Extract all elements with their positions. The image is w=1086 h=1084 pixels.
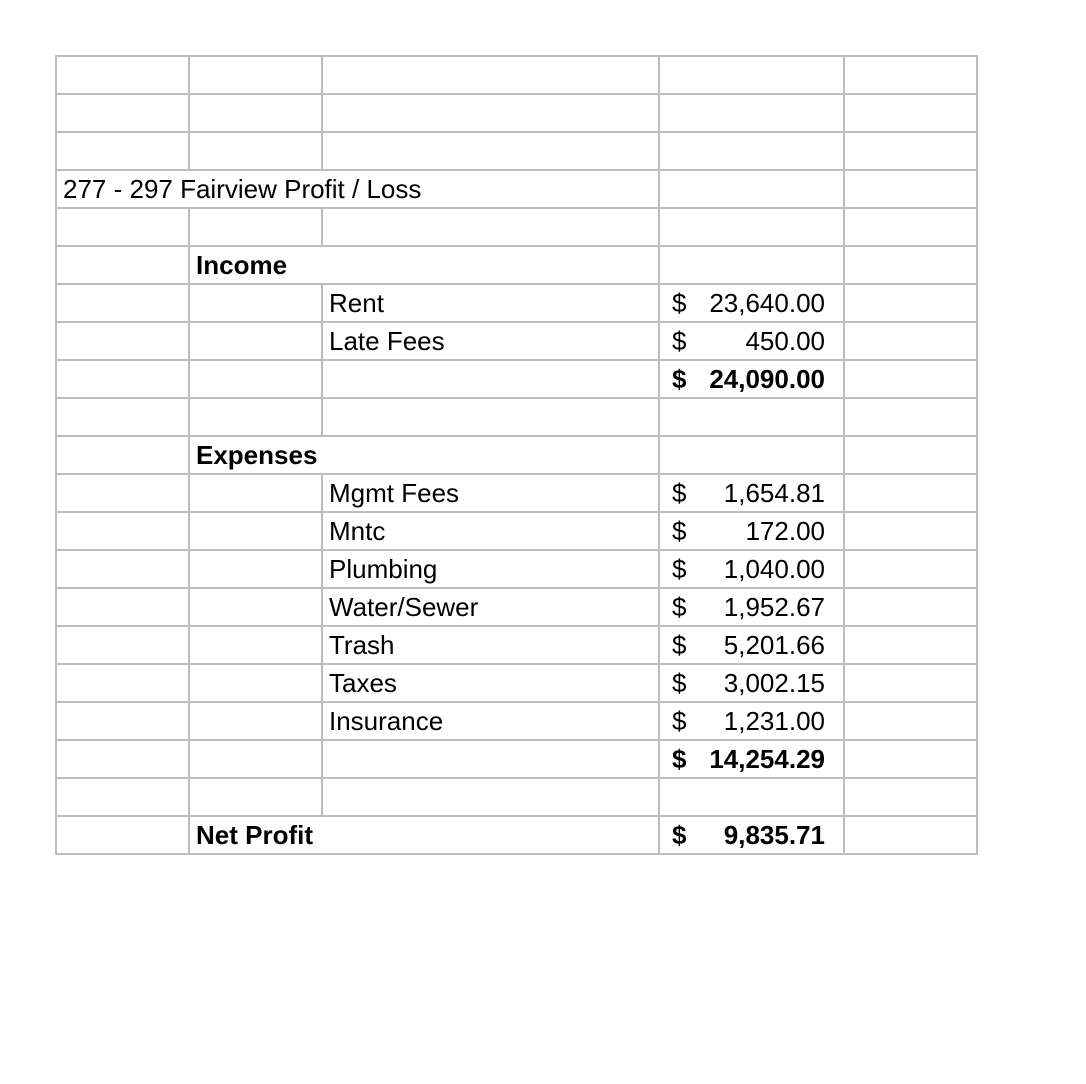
cell[interactable]: [844, 512, 977, 550]
expense-item-row: [56, 550, 977, 588]
expenses-total-row: [56, 740, 977, 778]
income-item-name[interactable]: Rent: [322, 284, 659, 322]
cell[interactable]: [322, 208, 659, 246]
currency-symbol: $: [672, 592, 687, 622]
cell[interactable]: [844, 740, 977, 778]
expense-item-row: [56, 588, 977, 626]
profit-loss-sheet: [55, 55, 978, 855]
currency-symbol: $: [672, 744, 687, 774]
cell[interactable]: [844, 94, 977, 132]
income-total-cell[interactable]: [659, 360, 844, 398]
expense-item-row: [56, 512, 977, 550]
net-profit-amount: 9,835.71: [723, 820, 825, 850]
cell[interactable]: [844, 436, 977, 474]
cell[interactable]: [844, 322, 977, 360]
cell[interactable]: [56, 246, 189, 284]
cell[interactable]: [56, 626, 189, 664]
expense-item-row: [56, 664, 977, 702]
empty-row: [56, 208, 977, 246]
expense-item-amount-cell[interactable]: [659, 626, 844, 664]
cell[interactable]: [844, 360, 977, 398]
cell[interactable]: [56, 56, 189, 94]
cell[interactable]: [189, 550, 322, 588]
cell[interactable]: [189, 132, 322, 170]
cell[interactable]: [56, 702, 189, 740]
cell[interactable]: [844, 778, 977, 816]
expense-rows: [56, 474, 977, 740]
expense-item-row: [56, 702, 977, 740]
cell[interactable]: [189, 360, 322, 398]
cell[interactable]: [322, 360, 659, 398]
cell[interactable]: [659, 132, 844, 170]
currency-symbol: $: [672, 820, 687, 850]
net-profit-cell[interactable]: [659, 816, 844, 854]
expense-item-amount: 1,040.00: [723, 554, 825, 584]
expense-item-row: [56, 626, 977, 664]
cell[interactable]: [189, 702, 322, 740]
cell[interactable]: [659, 208, 844, 246]
expense-item-name[interactable]: Water/Sewer: [322, 588, 659, 626]
expense-item-amount-cell[interactable]: [659, 664, 844, 702]
cell[interactable]: [189, 740, 322, 778]
cell[interactable]: [189, 512, 322, 550]
expense-item-name[interactable]: Mntc: [322, 512, 659, 550]
cell[interactable]: [844, 474, 977, 512]
cell[interactable]: [844, 626, 977, 664]
cell[interactable]: [844, 170, 977, 208]
expense-item-amount: 1,952.67: [723, 592, 825, 622]
cell[interactable]: [844, 284, 977, 322]
cell[interactable]: [189, 208, 322, 246]
income-rows: [56, 284, 977, 360]
cell[interactable]: [322, 56, 659, 94]
cell[interactable]: [659, 170, 844, 208]
expense-item-name[interactable]: Plumbing: [322, 550, 659, 588]
income-label[interactable]: Income: [189, 246, 659, 284]
cell[interactable]: [56, 208, 189, 246]
cell[interactable]: [56, 360, 189, 398]
currency-symbol: $: [672, 706, 687, 736]
expense-item-amount: 1,654.81: [723, 478, 825, 508]
cell[interactable]: [844, 398, 977, 436]
expense-item-amount-cell[interactable]: [659, 512, 844, 550]
cell[interactable]: [659, 398, 844, 436]
cell[interactable]: [844, 664, 977, 702]
empty-row: [56, 94, 977, 132]
cell[interactable]: [322, 778, 659, 816]
cell[interactable]: [56, 94, 189, 132]
empty-row: [56, 132, 977, 170]
cell[interactable]: [322, 94, 659, 132]
expenses-total-cell[interactable]: [659, 740, 844, 778]
cell[interactable]: [659, 778, 844, 816]
net-profit-label[interactable]: Net Profit: [189, 816, 659, 854]
cell[interactable]: [844, 208, 977, 246]
expense-item-amount-cell[interactable]: [659, 474, 844, 512]
cell[interactable]: [189, 322, 322, 360]
cell[interactable]: [189, 778, 322, 816]
cell[interactable]: [322, 740, 659, 778]
cell[interactable]: [189, 56, 322, 94]
expense-item-amount-cell[interactable]: [659, 702, 844, 740]
expenses-header-row: [56, 436, 977, 474]
cell[interactable]: [56, 740, 189, 778]
income-item-amount: 450.00: [745, 326, 825, 356]
cell[interactable]: [322, 398, 659, 436]
cell[interactable]: [189, 284, 322, 322]
income-item-amount-cell[interactable]: [659, 322, 844, 360]
cell[interactable]: [844, 816, 977, 854]
currency-symbol: $: [672, 630, 687, 660]
income-item-row: [56, 284, 977, 322]
income-item-row: [56, 322, 977, 360]
expense-item-amount: 172.00: [745, 516, 825, 546]
cell[interactable]: [844, 702, 977, 740]
income-header-row: [56, 246, 977, 284]
currency-symbol: $: [672, 554, 687, 584]
cell[interactable]: [659, 436, 844, 474]
cell[interactable]: [189, 398, 322, 436]
cell[interactable]: [56, 588, 189, 626]
currency-symbol: $: [672, 516, 687, 546]
empty-row: [56, 778, 977, 816]
cell[interactable]: [56, 550, 189, 588]
cell[interactable]: [56, 664, 189, 702]
income-total-row: [56, 360, 977, 398]
empty-row: [56, 56, 977, 94]
income-item-name[interactable]: Late Fees: [322, 322, 659, 360]
expense-item-amount: 3,002.15: [723, 668, 825, 698]
cell[interactable]: [189, 588, 322, 626]
currency-symbol: $: [672, 326, 687, 356]
expense-item-name[interactable]: Mgmt Fees: [322, 474, 659, 512]
cell[interactable]: [189, 664, 322, 702]
cell[interactable]: [844, 550, 977, 588]
cell[interactable]: [56, 284, 189, 322]
income-total-amount: 24,090.00: [709, 364, 825, 394]
expense-item-amount-cell[interactable]: [659, 588, 844, 626]
expense-item-name[interactable]: Taxes: [322, 664, 659, 702]
cell[interactable]: [56, 398, 189, 436]
empty-row: [56, 398, 977, 436]
cell[interactable]: [659, 94, 844, 132]
currency-symbol: $: [672, 364, 687, 394]
expense-item-row: [56, 474, 977, 512]
cell[interactable]: [56, 474, 189, 512]
expenses-total-amount: 14,254.29: [709, 744, 825, 774]
expense-item-name[interactable]: Insurance: [322, 702, 659, 740]
expense-item-amount-cell[interactable]: [659, 550, 844, 588]
cell[interactable]: [56, 512, 189, 550]
currency-symbol: $: [672, 478, 687, 508]
cell[interactable]: [56, 778, 189, 816]
cell[interactable]: [844, 246, 977, 284]
net-profit-row: [56, 816, 977, 854]
cell[interactable]: [659, 246, 844, 284]
cell[interactable]: [56, 322, 189, 360]
cell[interactable]: [56, 436, 189, 474]
cell[interactable]: [844, 132, 977, 170]
expense-item-amount: 5,201.66: [723, 630, 825, 660]
expense-item-name[interactable]: Trash: [322, 626, 659, 664]
cell[interactable]: [844, 588, 977, 626]
expense-item-amount: 1,231.00: [723, 706, 825, 736]
income-item-amount: 23,640.00: [709, 288, 825, 318]
cell[interactable]: [659, 56, 844, 94]
expenses-label[interactable]: Expenses: [189, 436, 659, 474]
cell[interactable]: [56, 816, 189, 854]
currency-symbol: $: [672, 668, 687, 698]
cell[interactable]: [56, 132, 189, 170]
cell[interactable]: [189, 474, 322, 512]
sheet-title[interactable]: 277 - 297 Fairview Profit / Loss: [56, 170, 659, 208]
cell[interactable]: [322, 132, 659, 170]
cell[interactable]: [189, 626, 322, 664]
currency-symbol: $: [672, 288, 687, 318]
income-item-amount-cell[interactable]: [659, 284, 844, 322]
cell[interactable]: [844, 56, 977, 94]
title-row: [56, 170, 977, 208]
cell[interactable]: [189, 94, 322, 132]
